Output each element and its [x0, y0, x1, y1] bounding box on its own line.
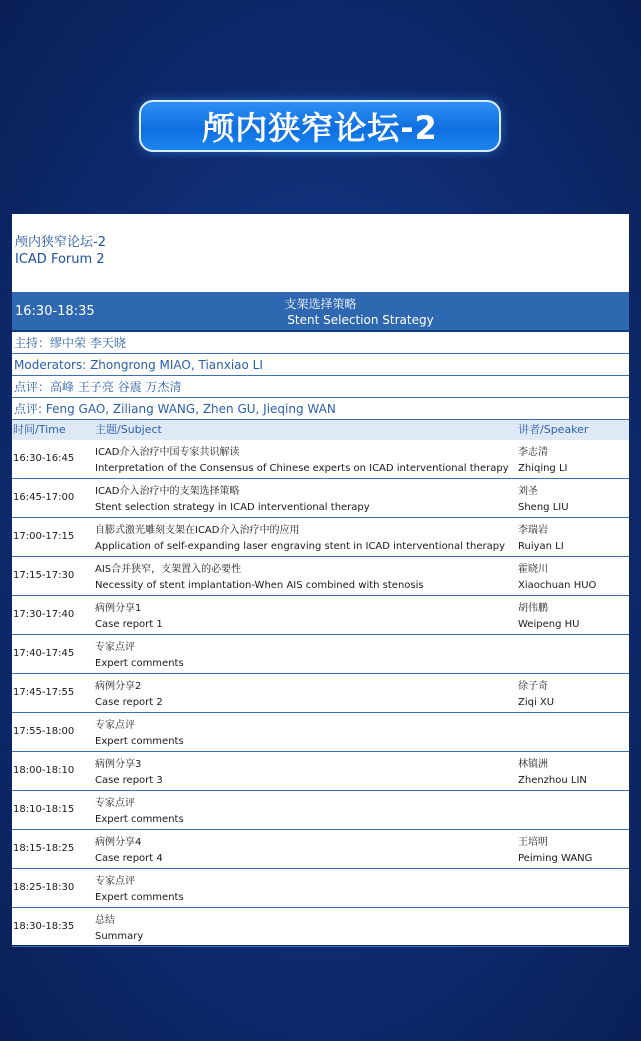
row-speaker-cn: 刘圣 [518, 486, 538, 497]
row-subject [95, 640, 515, 672]
row-subject-cn: 病例分享1 [95, 603, 142, 614]
row-speaker-en: Xiaochuan HUO [518, 580, 597, 591]
panel-en: 点评: Feng GAO, Ziliang WANG, Zhen GU, Jieqing WAN [12, 398, 629, 420]
row-subject [95, 796, 515, 828]
row-speaker-cn: 霍晓川 [518, 564, 548, 575]
column-subject: 主题/Subject [95, 423, 162, 436]
row-speaker [518, 757, 628, 789]
row-speaker-en: Ruiyan LI [518, 541, 564, 552]
row-subject-cn: AIS合并狭窄，支架置入的必要性 [95, 564, 242, 575]
row-subject [95, 718, 515, 750]
row-subject-en: Expert comments [95, 736, 184, 747]
session-band [12, 292, 629, 332]
row-subject-cn: 自膨式激光雕刻支架在ICAD介入治疗中的应用 [95, 525, 300, 536]
row-subject-en: Case report 4 [95, 853, 163, 864]
row-speaker [518, 679, 628, 711]
column-time: 时间/Time [13, 423, 66, 436]
row-subject-cn: 专家点评 [95, 798, 135, 809]
row-speaker [518, 523, 628, 555]
panel-cn: 点评：高峰 王子亮 谷震 万杰清 [12, 376, 629, 398]
row-subject-en: Case report 1 [95, 619, 163, 630]
row-time: 18:15-18:25 [13, 843, 75, 854]
row-subject-en: Case report 2 [95, 697, 163, 708]
row-subject [95, 484, 515, 516]
row-speaker [518, 484, 628, 516]
row-subject [95, 913, 515, 945]
row-subject-en: Expert comments [95, 658, 184, 669]
row-time: 17:00-17:15 [13, 531, 75, 542]
row-speaker-en: Sheng LIU [518, 502, 569, 513]
table-row [12, 869, 629, 908]
row-time: 16:30-16:45 [13, 453, 75, 464]
row-subject-cn: 专家点评 [95, 642, 135, 653]
row-subject-cn: 病例分享4 [95, 837, 142, 848]
session-title-cn: 支架选择策略 [284, 297, 357, 311]
table-row [12, 791, 629, 830]
table-row [12, 830, 629, 869]
row-speaker-en: Weipeng HU [518, 619, 580, 630]
row-speaker [518, 835, 628, 867]
table-row [12, 635, 629, 674]
row-time: 17:15-17:30 [13, 570, 75, 581]
moderators-en: Moderators: Zhongrong MIAO, Tianxiao LI [12, 354, 629, 376]
row-subject [95, 835, 515, 867]
table-row [12, 674, 629, 713]
row-speaker-en: Zhenzhou LIN [518, 775, 587, 786]
table-row [12, 908, 629, 947]
row-subject-cn: 总结 [95, 915, 115, 926]
forum-title-cn: 颅内狭窄论坛-2 [15, 235, 106, 250]
row-subject-en: Expert comments [95, 892, 184, 903]
row-subject-cn: 病例分享2 [95, 681, 142, 692]
row-speaker-cn: 王培明 [518, 837, 548, 848]
moderators-cn: 主持：缪中荣 李天晓 [12, 332, 629, 354]
row-subject [95, 523, 515, 555]
row-time: 18:25-18:30 [13, 882, 75, 893]
row-speaker-cn: 李志清 [518, 447, 548, 458]
table-row [12, 518, 629, 557]
table-row [12, 479, 629, 518]
session-title-en: Stent Selection Strategy [287, 313, 434, 327]
row-time: 18:10-18:15 [13, 804, 75, 815]
row-time: 18:30-18:35 [13, 921, 75, 932]
table-row [12, 440, 629, 479]
row-speaker [518, 601, 628, 633]
row-subject [95, 874, 515, 906]
row-speaker-en: Ziqi XU [518, 697, 555, 708]
row-time: 17:45-17:55 [13, 687, 75, 698]
banner-title: 颅内狭窄论坛-2 [139, 100, 501, 152]
table-row [12, 596, 629, 635]
row-subject-en: Interpretation of the Consensus of Chinese experts on ICAD interventional therapy [95, 463, 509, 474]
row-subject-en: Application of self-expanding laser engraving stent in ICAD interventional therapy [95, 541, 506, 552]
row-subject-en: Expert comments [95, 814, 184, 825]
table-row [12, 713, 629, 752]
session-time: 16:30-18:35 [15, 304, 95, 319]
row-subject-cn: 病例分享3 [95, 759, 142, 770]
row-subject [95, 445, 515, 477]
row-time: 16:45-17:00 [13, 492, 75, 503]
row-subject [95, 757, 515, 789]
row-time: 17:40-17:45 [13, 648, 75, 659]
row-speaker-cn: 林镇洲 [518, 759, 548, 770]
row-time: 17:30-17:40 [13, 609, 75, 620]
forum-header [12, 214, 629, 292]
column-header [12, 420, 629, 440]
row-subject [95, 679, 515, 711]
row-time: 18:00-18:10 [13, 765, 75, 776]
row-subject-cn: 专家点评 [95, 876, 135, 887]
row-subject-cn: ICAD介入治疗中的支架选择策略 [95, 486, 240, 497]
forum-title-en: ICAD Forum 2 [15, 252, 105, 267]
row-subject-en: Necessity of stent implantation-When AIS combined with stenosis [95, 580, 424, 591]
row-speaker-cn: 徐子奇 [518, 681, 548, 692]
row-subject [95, 562, 515, 594]
table-row [12, 752, 629, 791]
row-subject-en: Stent selection strategy in ICAD interventional therapy [95, 502, 370, 513]
row-speaker [518, 445, 628, 477]
row-speaker-cn: 李瑞岩 [518, 525, 548, 536]
row-subject-cn: ICAD介入治疗中国专家共识解读 [95, 447, 240, 458]
row-time: 17:55-18:00 [13, 726, 75, 737]
row-speaker-cn: 胡伟鹏 [518, 603, 548, 614]
row-speaker [518, 562, 628, 594]
schedule-sheet [12, 214, 629, 945]
column-speaker: 讲者/Speaker [518, 423, 589, 436]
table-row [12, 557, 629, 596]
row-subject-en: Case report 3 [95, 775, 163, 786]
row-subject [95, 601, 515, 633]
row-subject-cn: 专家点评 [95, 720, 135, 731]
row-speaker-en: Zhiqing LI [518, 463, 568, 474]
row-subject-en: Summary [95, 931, 144, 942]
row-speaker-en: Peiming WANG [518, 853, 593, 864]
